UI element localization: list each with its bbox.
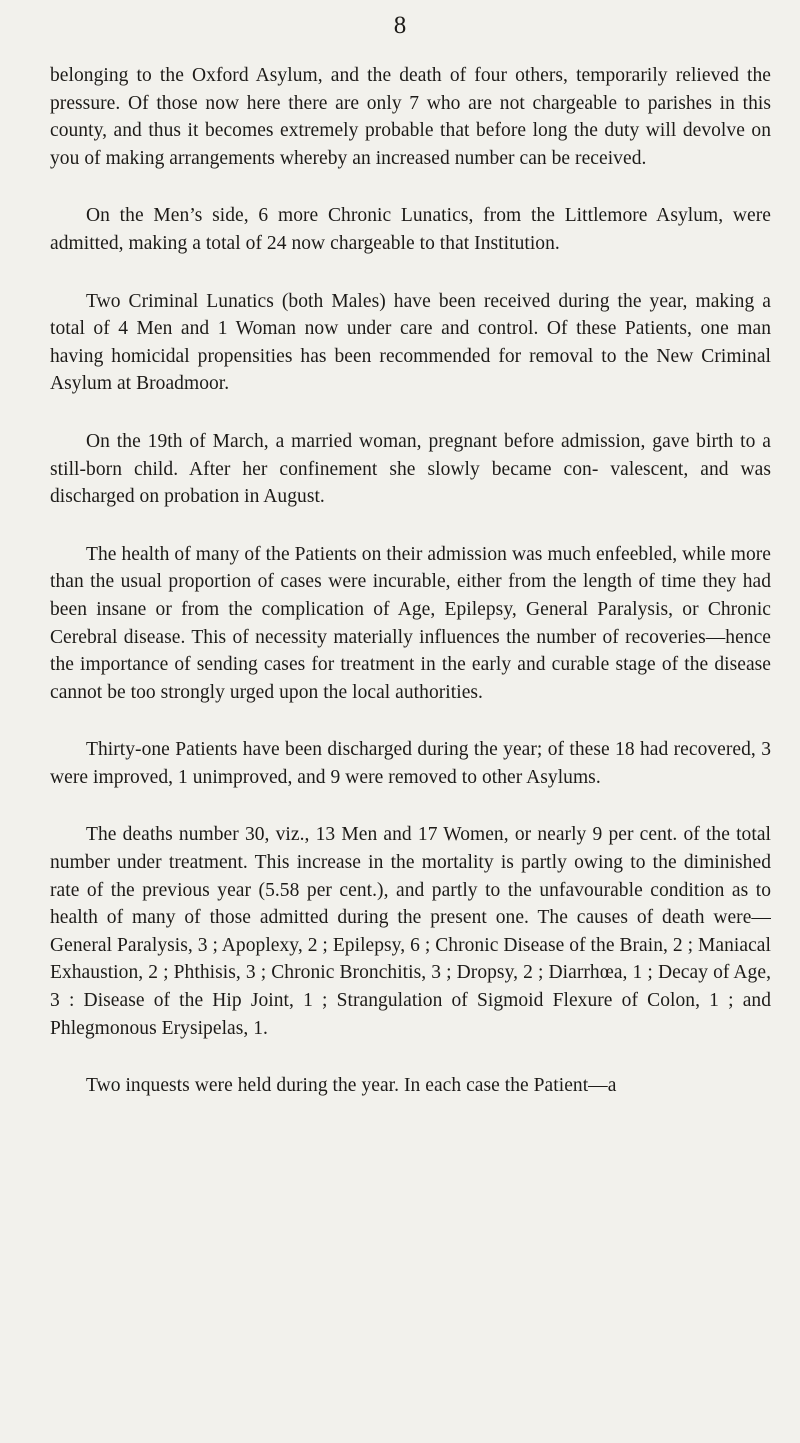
paragraph-patient-health: The health of many of the Patients on their admission was much enfeebled, while more than the usual proportion of cases were incurable, either from the length of time they had been insane or from the complication of Age, Epilepsy, General Paralysis, or Chronic Cerebral disease. This of necessity materially influences the number of recoveries—hence the importance of sending cases for treatment in the early and curable stage of the disease cannot be too strongly urged upon the local authorities.: [50, 543, 771, 703]
paragraph-criminal-lunatics: Two Criminal Lunatics (both Males) have been received during the year, making a total of 4 Men and 1 Woman now under care and control. Of these Patients, one man having homicidal propensities has been recommended for removal to the New Criminal Asylum at Broadmoor.: [50, 290, 771, 395]
paragraph-littlemore-admissions: On the Men’s side, 6 more Chronic Lunatics, from the Littlemore Asylum, were admitted, making a total of 24 now chargeable to that Institution.: [50, 205, 771, 254]
page-number: 8: [393, 12, 407, 39]
paragraph-still-born-child: On the 19th of March, a married woman, pregnant before admission, gave birth to a still-born child. After her confinement she slowly became con- valescent, and was discharged on probation in August.: [50, 430, 771, 508]
body-text: [50, 62, 771, 1130]
paragraph-deaths: The deaths number 30, viz., 13 Men and 17 Women, or nearly 9 per cent. of the total number under treatment. This increase in the mortality is partly owing to the diminished rate of the previous year (5.58 per cent.), and partly to the unfavourable condition as to health of many of those admitted during the present one. The causes of death were—General Paralysis, 3 ; Apoplexy, 2 ; Epilepsy, 6 ; Chronic Disease of the Brain, 2 ; Maniacal Exhaustion, 2 ; Phthisis, 3 ; Chronic Bronchitis, 3 ; Dropsy, 2 ; Diarrhœa, 1 ; Decay of Age, 3 : Disease of the Hip Joint, 1 ; Strangulation of Sigmoid Flexure of Colon, 1 ; and Phlegmonous Erysipelas, 1.: [50, 824, 771, 1039]
paragraph-discharges: Thirty-one Patients have been discharged during the year; of these 18 had recovered, 3 were improved, 1 unimproved, and 9 were removed to other Asylums.: [50, 739, 771, 788]
paragraph-inquests: Two inquests were held during the year. In each case the Patient—a: [86, 1075, 617, 1097]
paragraph-continuation: belonging to the Oxford Asylum, and the death of four others, temporarily relieved the pressure. Of those now here there are only 7 who are not chargeable to parishes in this county, and thus it becomes extremely probable that before long the duty will devolve on you of making arrangements whereby an increased number can be received.: [50, 65, 771, 169]
